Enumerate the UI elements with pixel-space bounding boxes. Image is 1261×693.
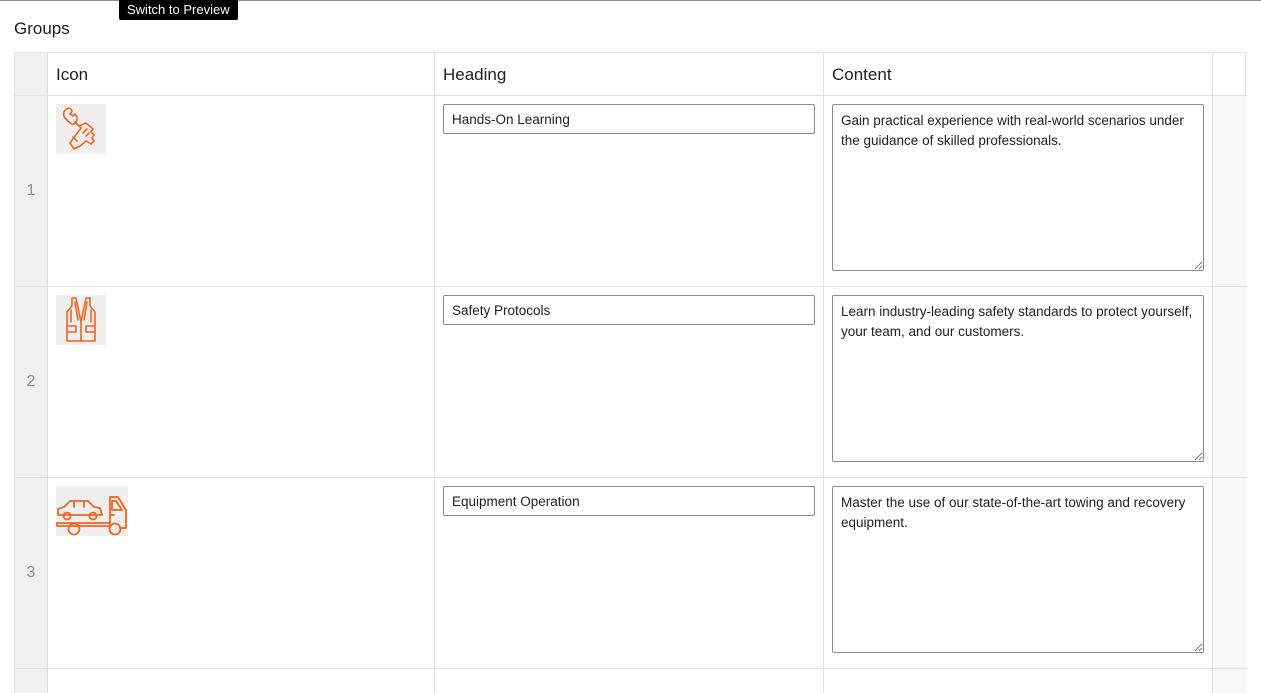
switch-to-preview-tooltip: Switch to Preview: [119, 0, 238, 20]
table-row: [15, 96, 1247, 287]
safety-vest-icon[interactable]: [56, 295, 106, 345]
groups-label: Groups: [14, 19, 70, 38]
column-header-heading: Heading: [443, 64, 507, 84]
groups-table: [14, 52, 1246, 692]
heading-input[interactable]: [443, 295, 815, 325]
content-textarea[interactable]: [832, 104, 1204, 271]
row-number: 1: [26, 182, 36, 199]
tow-truck-icon[interactable]: [56, 486, 128, 536]
table-row: [15, 287, 1247, 478]
column-header-content: Content: [832, 64, 892, 84]
wrench-hand-icon[interactable]: [56, 104, 106, 154]
heading-input[interactable]: [443, 104, 815, 134]
content-textarea[interactable]: [832, 295, 1204, 462]
row-number: 2: [26, 373, 36, 390]
row-number: 3: [26, 564, 36, 581]
heading-input[interactable]: [443, 486, 815, 516]
column-header-icon: Icon: [56, 64, 89, 84]
table-row: [15, 478, 1247, 669]
content-textarea[interactable]: [832, 486, 1204, 653]
